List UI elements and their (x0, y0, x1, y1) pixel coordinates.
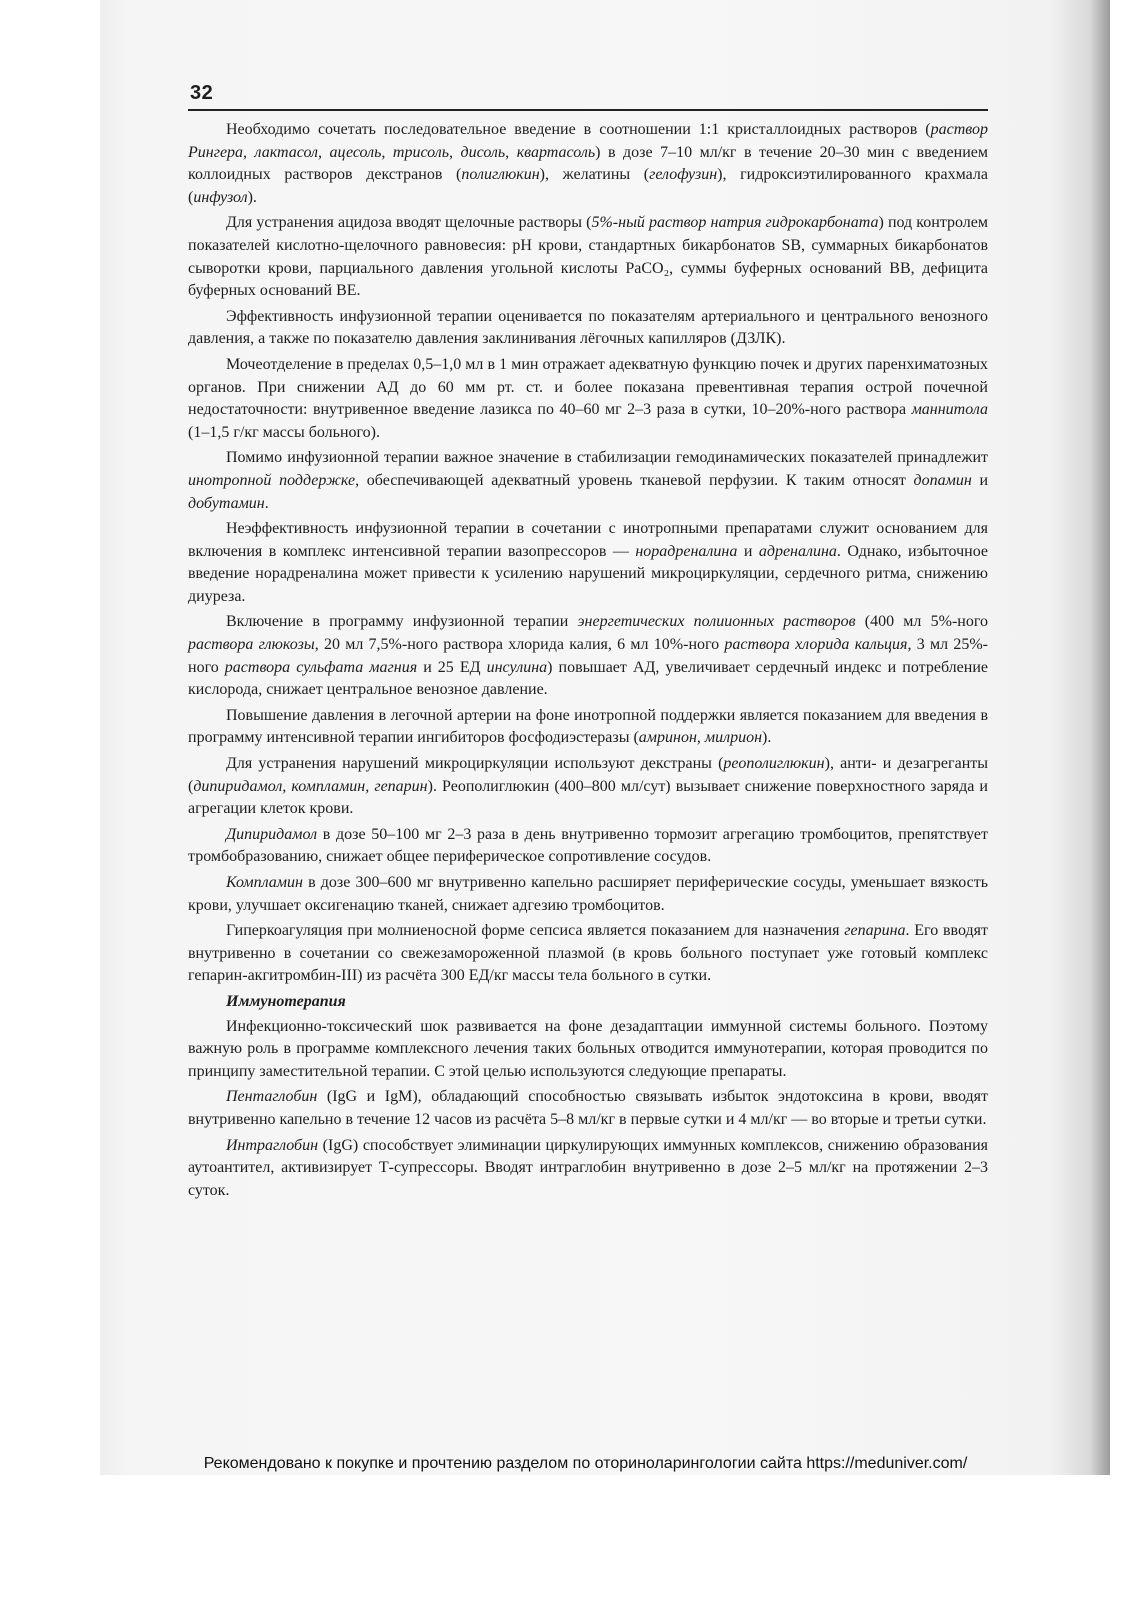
text-run: ). Реополиглюкин (400–800 мл/сут) вызывает снижение поверхностного заряда и агрегации клеток крови. (188, 777, 988, 818)
italic-term: раствор Рингера, лактасол, ацесоль, трисоль, дисоль, квартасоль (188, 121, 988, 161)
italic-term: раствора сульфата магния (224, 658, 418, 676)
text-run: Для устранения нарушений микроциркуляции используют декстраны ( (226, 755, 724, 773)
text-run: Неэффективность инфузионной терапии в сочетании с инотропными препаратами служит основанием для включения в комплекс интенсивной терапии вазопрессоров — (188, 520, 988, 560)
italic-term: норадреналина (635, 542, 738, 560)
text-run: . Его вводят внутривенно в сочетании со свежезамороженной плазмой (в кровь больного поступает уже готовый комплекс гепарин-акгитромбин-III) из расчёта 300 ЕД/кг массы тела больного в сутки. (188, 922, 988, 985)
scanned-book-page (100, 0, 1110, 1475)
text-run: . (264, 494, 269, 512)
paragraph (188, 1135, 988, 1203)
text-run: ), анти- и дезагреганты ( (188, 755, 989, 795)
text-run: и 25 ЕД (417, 658, 487, 676)
page-text (188, 119, 988, 1202)
text-run: ). (762, 729, 772, 747)
text-run: ). (247, 188, 257, 206)
header-rule (188, 109, 988, 111)
paragraph (188, 920, 988, 988)
page-body (188, 82, 988, 1205)
text-run: (IgG) способствует элиминации циркулирующих иммунных комплексов, снижению образования аутоантител, активизирует Т-супрессоры. Вводят интраглобин внутривенно в дозе 2–5 мл/кг на протяжении 2–3 суток. (188, 1136, 988, 1199)
italic-term: дипиридамол, компламин, гепарин (193, 777, 428, 795)
text-run: (400 мл 5%-ного (855, 613, 988, 631)
paragraph (188, 1016, 988, 1084)
text-run: Инфекционно-токсический шок развивается на фоне дезадаптации иммунной системы больного. Поэтому важную роль в программе комплексного лечения таких больных отводится иммунотерапии, которая проводится по принципу заместительной терапии. С этой целью используются следующие препараты. (188, 1017, 988, 1080)
footer-note (0, 1455, 1131, 1473)
text-run: ) в дозе 7–10 мл/кг в течение 20–30 мин с введением коллоидных растворов декстранов ( (188, 143, 989, 184)
paragraph (188, 518, 988, 608)
text-run: в дозе 300–600 мг внутривенно капельно расширяет периферические сосуды, уменьшает вязкость крови, улучшает оксигенацию тканей, снижает адгезию тромбоцитов. (188, 874, 988, 914)
text-run: , 3 мл 25%-ного (188, 636, 988, 676)
text-run: Мочеотделение в пределах 0,5–1,0 мл в 1 мин отражает адекватную функцию почек и других паренхиматозных органов. При снижении АД до 60 мм рт. ст. и более показана превентивная терапия острой почечной недостаточности: внутривенное введение лазикса по 40–60 мг 2–3 раза в сутки, 10–20%-ного раствора (188, 355, 988, 419)
italic-term: амринон, милрион (638, 729, 763, 747)
italic-term: энергетических полиионных растворов (577, 613, 856, 631)
italic-term: инотропной поддержке (188, 471, 356, 489)
italic-term: инфузол (193, 188, 248, 206)
text-run: и (971, 471, 989, 489)
italic-term: Компламин (226, 874, 303, 891)
italic-term: гепарина (844, 922, 906, 940)
italic-term: раствора глюкозы (188, 636, 315, 654)
italic-term: Интраглобин (226, 1136, 319, 1154)
paragraph (188, 306, 988, 351)
text-run: ), желатины ( (539, 166, 650, 184)
text-run: в дозе 50–100 мг 2–3 раза в день внутривенно тормозит агрегацию тромбоцитов, препятствует тромбобразованию, снижает общее периферическое сопротивление сосудов. (188, 825, 988, 866)
paragraph (188, 354, 988, 444)
italic-term: добутамин (188, 494, 265, 512)
text-run: Повышение давления в легочной артерии на фоне инотропной поддержки является показанием для введения в программу интенсивной терапии ингибиторов фосфодиэстеразы ( (188, 706, 988, 747)
text-run: Эффективность инфузионной терапии оценивается по показателям артериального и центрального венозного давления, а также по показателю давления заклинивания лёгочных капилляров (ДЗЛК). (188, 307, 988, 348)
footer-link[interactable]: https://meduniver.com/ (806, 1455, 968, 1472)
italic-term: раствора хлорида кальция (724, 636, 908, 654)
footer-text: Рекомендовано к покупке и прочтению разделом по оториноларингологии сайта (203, 1455, 807, 1472)
text-run: и (737, 542, 759, 560)
text-run: ), гидроксиэтилированного крахмала ( (188, 166, 988, 206)
text-run: Включение в программу инфузионной терапии (226, 613, 578, 631)
text-run: , обеспечивающей адекватный уровень тканевой перфузии. К таким относят (355, 471, 914, 489)
italic-term: адреналина (758, 542, 837, 560)
text-run: ) повышает АД, увеличивает сердечный индекс и потребление кислорода, снижает центральное венозное давление. (188, 658, 988, 699)
italic-term: Дипиридамол (226, 825, 318, 843)
page-number: 32 (190, 82, 214, 104)
italic-term: маннитола (911, 401, 988, 419)
paragraph (188, 824, 988, 869)
text-run: . Однако, избыточное введение норадреналина может привести к усилению нарушений микроциркуляции, сердечного ритма, снижению диуреза. (188, 542, 989, 605)
italic-term: Пентаглобин (226, 1088, 318, 1106)
paragraph (188, 212, 988, 302)
paragraph (188, 611, 988, 701)
text-run: Иммунотерапия (226, 992, 346, 1010)
paragraph (188, 872, 988, 917)
text-run: Гиперкоагуляция при молниеносной форме сепсиса является показанием для назначения (226, 922, 845, 940)
italic-term: гелофузин (649, 166, 718, 184)
paragraph (188, 447, 988, 515)
italic-term: 5%-ный раствор натрия гидрокарбоната (591, 214, 879, 232)
italic-term: допамин (913, 471, 972, 489)
text-run: Помимо инфузионной терапии важное значение в стабилизации гемодинамических показателей принадлежит (226, 449, 988, 467)
paragraph (188, 119, 988, 209)
text-run: , 20 мл 7,5%-ного раствора хлорида калия, 6 мл 10%-ного (314, 636, 725, 654)
italic-term: инсулина (486, 658, 548, 676)
text-run: (1–1,5 г/кг массы больного). (188, 423, 381, 441)
text-run: (IgG и IgM), обладающий способностью связывать избыток эндотоксина в крови, вводят внутривенно капельно в течение 12 часов из расчёта 5–8 мл/кг в первые сутки и 4 мл/кг — во вторые и третьи сутки. (188, 1088, 988, 1128)
section-heading (188, 991, 988, 1014)
text-run: Необходимо сочетать последовательное введение в соотношении 1:1 кристаллоидных растворов ( (226, 121, 931, 138)
text-run: ) под контролем показателей кислотно-щелочного равновесия: pH крови, стандартных бикарбонатов SB, суммарных бикарбонатов сыворотки крови, парциального давления угольной кислоты PaCO₂, суммы буферных оснований BB, дефицита буферных оснований BE. (188, 214, 989, 300)
italic-term: реополиглюкин (723, 755, 825, 773)
italic-term: полиглюкин (461, 166, 540, 184)
paragraph (188, 705, 988, 750)
paragraph (188, 1086, 988, 1131)
paragraph (188, 753, 988, 821)
text-run: Для устранения ацидоза вводят щелочные растворы ( (226, 214, 592, 232)
